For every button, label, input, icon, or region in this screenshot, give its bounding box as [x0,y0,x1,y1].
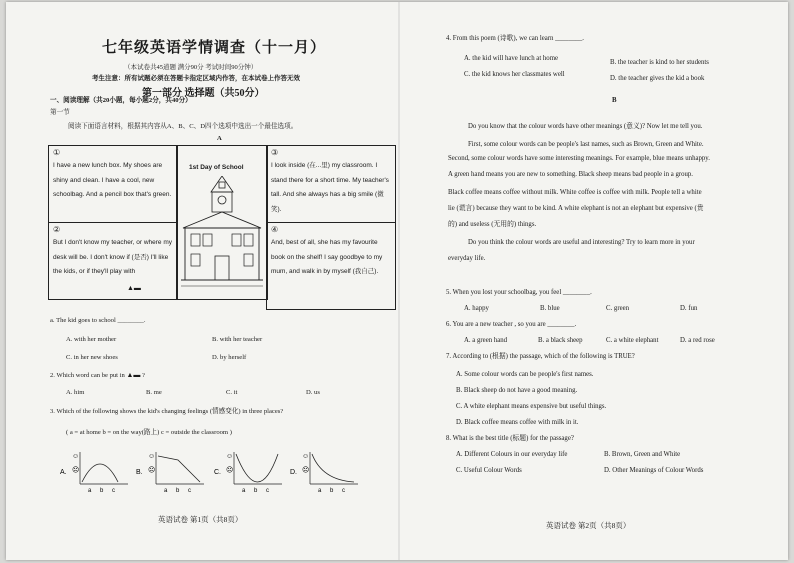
svg-text:D.: D. [290,469,297,476]
poem-panel-1 [48,145,178,223]
school-building-icon [181,176,263,294]
panel-text: I have a new lunch box. My shoes are shiny and clean. I have a cool, new schoolbag. And a pencil box that's green. [53,162,172,198]
passage-line-4: A green hand means you are new to something. Black sheep means bad people in a group. [448,171,693,178]
poem-panel-2 [48,222,178,300]
question-1-option-a: A. with her mother [66,336,117,343]
svg-text:b: b [330,488,334,494]
svg-text:c: c [112,488,115,494]
svg-text:a: a [242,488,246,494]
question-6-option-a: A. a green hand [464,337,508,344]
question-5-stem: 5. When you lost your schoolbag, you feel ________. [446,289,592,296]
svg-text:b: b [254,488,258,494]
question-2-end: ? [142,372,145,379]
passage-line-8: Do you think the colour words are useful and interesting? Try to learn more in your [468,239,695,246]
passage-line-1: Do you know that the colour words have other meanings (意义)? Now let me tell you. [468,123,703,130]
question-7-option-b: B. Black sheep do not have a good meaning. [456,387,578,394]
question-4-option-d: D. the teacher gives the kid a book [610,75,705,82]
question-7-option-d: D. Black coffee means coffee with milk in it. [456,419,579,426]
question-5-option-d: D. fun [680,305,698,312]
sad-face-icon: ☹ [148,467,156,474]
poem-title: 1st Day of School [189,164,244,171]
question-2-option-d: D. us [306,389,320,396]
graph-option-a [60,452,128,494]
page-fold [398,2,400,560]
sad-face-icon: ☹ [302,467,310,474]
graph-option-b [136,452,204,494]
question-8-option-d: D. Other Meanings of Colour Words [604,467,704,474]
question-7-stem: 7. According to (根据) the passage, which of the following is TRUE? [446,353,635,360]
passage-line-7: 的) and useless (无用的) things. [448,221,537,228]
question-2-option-c: C. it [226,389,238,396]
question-7-option-c: C. A white elephant means expensive but useful things. [456,403,607,410]
question-6-option-b: B. a black sheep [538,337,583,344]
exam-title: 七年级英语学情调查（十一月） [102,38,327,56]
page-footer-right: 英语试卷 第2页（共8页） [546,521,631,530]
poem-panel-4 [266,222,396,310]
passage-line-2: First, some colour words can be people's last names, such as Brown, Green and White. [468,141,704,148]
svg-text:a: a [164,488,168,494]
question-4-option-a: A. the kid will have lunch at home [464,55,559,62]
question-2-option-a: A. him [66,389,85,396]
panel-text: But I don't know my teacher, or where my desk will be. I don't know if (是否) I'll like the kids, or if they'll play with [53,239,173,275]
question-4-option-c: C. the kid knows her classmates well [464,71,565,78]
question-5-option-c: C. green [606,305,630,312]
question-5-option-b: B. blue [540,305,560,312]
panel-text: I look inside (在...里) my classroom. I stand there for a short time. My teacher's tall. And she always has a big smile (微笑). [271,162,389,213]
exam-sheet [6,2,788,560]
panel-number: ④ [271,225,279,234]
panel-text: And, best of all, she has my favourite book on the shelf! I say goodbye to my mum, and walk in by myself (我自己). [271,239,383,275]
graph-option-d [290,452,358,494]
question-1-option-c: C. in her new shoes [66,354,118,361]
passage-line-6: lie (谎言) because they want to be kind. A white elephant is not an elephant but expensive (贵 [448,205,704,212]
question-2-text: 2. Which word can be put in [50,372,125,379]
happy-face-icon: ☺ [226,453,234,460]
page-footer-left: 英语试卷 第1页（共8页） [158,515,243,524]
question-4-stem: 4. From this poem (诗歌), we can learn ________. [446,35,584,42]
panel-number: ① [53,148,61,157]
question-8-option-b: B. Brown, Green and White [604,451,681,458]
panel-number: ② [53,225,61,234]
question-6-stem: 6. You are a new teacher , so you are ________. [446,321,577,328]
school-picture-panel [176,145,268,300]
svg-text:c: c [342,488,345,494]
question-8-stem: 8. What is the best title (标题) for the passage? [446,435,574,442]
svg-text:c: c [266,488,269,494]
option-label: A. [60,469,67,476]
passage-marker-a: A [217,135,222,142]
question-7-option-a: A. Some colour words can be people's first names. [456,371,594,378]
happy-face-icon: ☺ [72,453,80,460]
happy-face-icon: ☺ [148,453,156,460]
question-5-option-a: A. happy [464,305,489,312]
exam-info: （本试卷共45道题 满分90分 考试时间90分钟） [124,64,258,71]
instruction-text: 阅读下面语言材料，根据其内容从A、B、C、D四个选项中选出一个最佳选项。 [68,123,298,130]
part-heading: 第一部分 选择题（共50分） [142,88,265,99]
blank-triangle-icon: ▲▬ [126,371,141,379]
svg-text:a: a [318,488,322,494]
svg-text:b: b [100,488,104,494]
sad-face-icon: ☹ [226,467,234,474]
question-3-legend: ( a = at home b = on the way(路上) c = outside the classroom ) [66,429,232,436]
passage-line-9: everyday life. [448,255,486,262]
question-1-stem: a. The kid goes to school ________. [50,317,146,324]
panel-number: ③ [271,148,279,157]
graph-option-c [214,452,282,494]
svg-text:C.: C. [214,469,221,476]
svg-text:b: b [176,488,180,494]
blank-triangle-icon: ▲▬ [127,284,141,292]
question-8-option-c: C. Useful Colour Words [456,467,522,474]
question-3-stem: 3. Which of the following shows the kid's changing feelings (情感变化) in three places? [50,408,284,415]
subsection-label: 第一节 [50,109,70,116]
happy-face-icon: ☺ [302,453,310,460]
section-heading: 一、阅读理解（共20小题，每小题2分，共40分） [50,97,192,104]
sad-face-icon: ☹ [72,467,80,474]
feeling-graphs [60,450,360,494]
question-2-option-b: B. me [146,389,162,396]
question-6-option-c: C. a white elephant [606,337,659,344]
question-8-option-a: A. Different Colours in our everyday life [456,451,568,458]
question-4-option-b: B. the teacher is kind to her students [610,59,709,66]
exam-notice: 考生注意：所有试题必须在答题卡指定区域内作答，在本试卷上作答无效 [92,75,300,82]
question-6-option-d: D. a red rose [680,337,715,344]
passage-marker-b: B [612,97,617,104]
svg-text:c: c [188,488,191,494]
passage-line-5: Black coffee means coffee without milk. White coffee is coffee with milk. People tell a white [448,189,702,196]
question-1-option-d: D. by herself [212,354,247,361]
passage-line-3: Second, some colour words have some interesting meanings. For example, blue means unhappy. [448,155,710,162]
svg-text:B.: B. [136,469,143,476]
question-2-stem [50,372,145,380]
question-1-option-b: B. with her teacher [212,336,263,343]
svg-text:a: a [88,488,92,494]
poem-panel-3 [266,145,396,223]
